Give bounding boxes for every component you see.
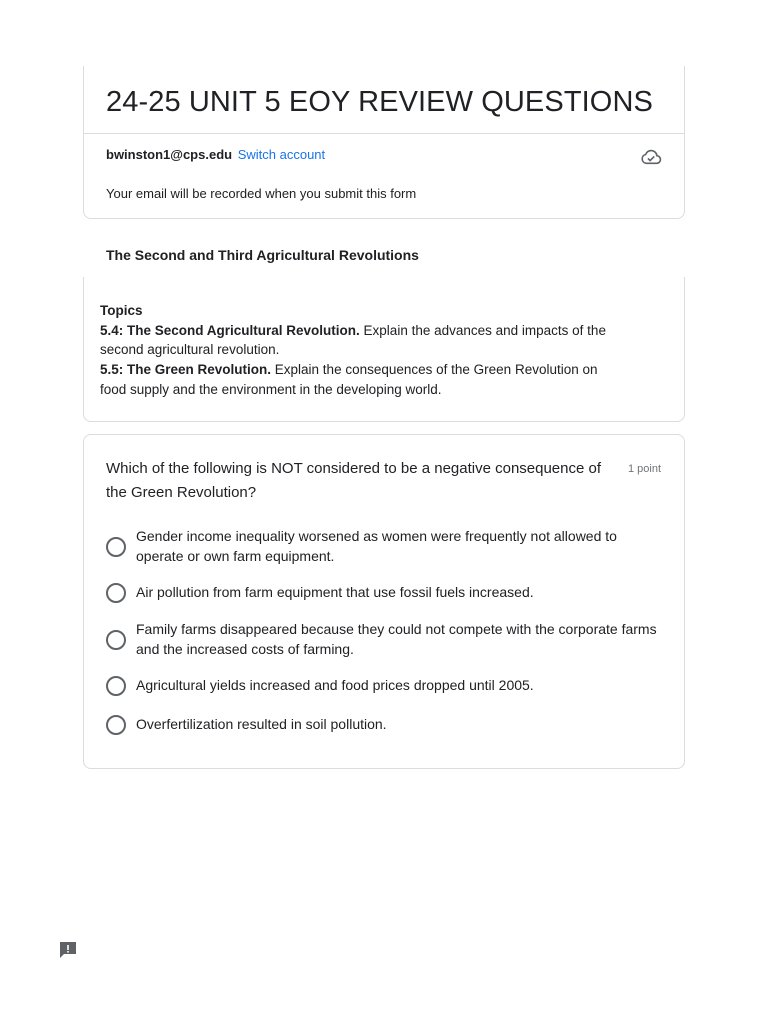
topics-heading: Topics — [100, 303, 143, 318]
account-email: bwinston1@cps.edu — [106, 147, 233, 162]
question-points: 1 point — [627, 463, 661, 475]
radio-button[interactable] — [106, 676, 126, 696]
answer-option-label: Family farms disappeared because they could not compete with the corporate farms and the increased costs of farming. — [136, 621, 657, 657]
account-row — [106, 146, 325, 164]
answer-option[interactable] — [106, 527, 666, 566]
topic-2-title: 5.5: The Green Revolution. — [100, 362, 272, 378]
answer-option[interactable] — [106, 583, 666, 603]
topic-1-text: Explain the advances and impacts of the second agricultural revolution. — [100, 322, 606, 358]
answer-option-label: Overfertilization resulted in soil pollution. — [136, 716, 387, 732]
topic-1-title: 5.4: The Second Agricultural Revolution. — [100, 322, 360, 338]
section-description-card — [83, 277, 685, 422]
section-title: The Second and Third Agricultural Revolutions — [106, 247, 419, 263]
switch-account-link[interactable]: Switch account — [237, 147, 326, 162]
header-divider — [84, 133, 684, 134]
radio-button[interactable] — [106, 630, 126, 650]
answer-option-label: Agricultural yields increased and food prices dropped until 2005. — [136, 677, 534, 693]
section-description — [100, 301, 610, 400]
answer-option-label: Gender income inequality worsened as women were frequently not allowed to operate or own farm equipment. — [136, 528, 617, 564]
cloud-saved-icon[interactable] — [640, 148, 662, 166]
radio-button[interactable] — [106, 715, 126, 735]
radio-button[interactable] — [106, 583, 126, 603]
question-text: Which of the following is NOT considered to be a negative consequence of the Green Revolution? — [106, 460, 602, 501]
answer-option[interactable] — [106, 620, 666, 659]
form-title: 24-25 UNIT 5 EOY REVIEW QUESTIONS — [106, 86, 653, 118]
answer-option-label: Air pollution from farm equipment that use fossil fuels increased. — [136, 584, 534, 600]
radio-button[interactable] — [106, 537, 126, 557]
report-feedback-icon[interactable] — [58, 940, 78, 960]
answer-option[interactable] — [106, 715, 666, 735]
question-card — [83, 434, 685, 769]
topic-2-text: Explain the consequences of the Green Revolution on food supply and the environment in the developing world. — [100, 362, 598, 397]
answer-option[interactable] — [106, 676, 666, 696]
form-header-card — [83, 66, 685, 219]
email-recorded-note: Your email will be recorded when you submit this form — [106, 186, 417, 201]
